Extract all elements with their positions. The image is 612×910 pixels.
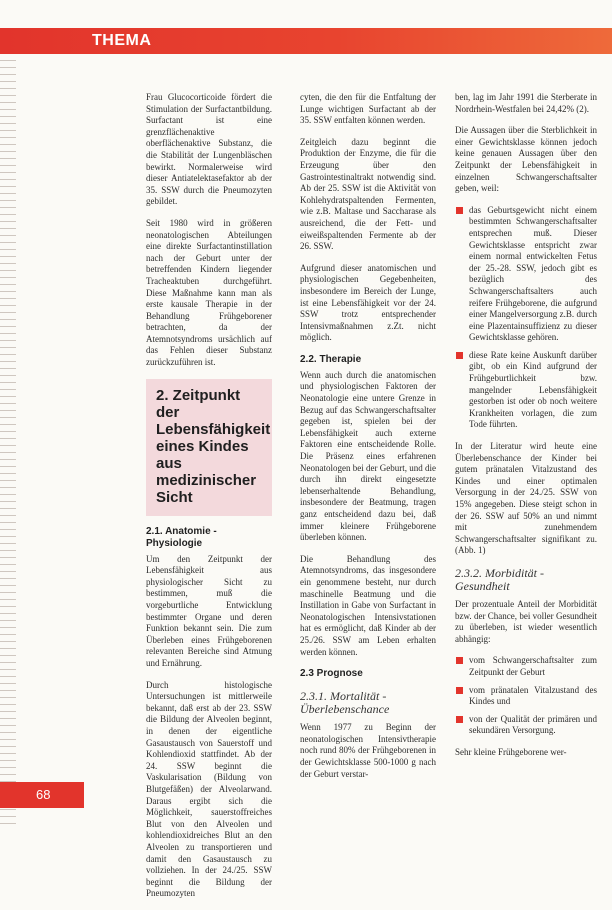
page-top-margin <box>0 0 612 28</box>
page-number-tab <box>0 782 84 808</box>
chapter-heading-box <box>146 379 272 516</box>
paragraph: Aufgrund dieser anatomischen und physiologischen Gegebenheiten, insbesondere im Bereich der Lunge, ist eine Lebensfähigkeit vor der 24. SSW trotz entsprechender Intensivmaßnahmen z.Zt. nicht möglich. <box>300 262 436 343</box>
paragraph: Wenn 1977 zu Beginn der neonatologischen Intensivtherapie noch rund 80% der Frühgeborenen in der Gewichtsklasse 500-1000 g nach der Geburt verstar- <box>300 722 436 779</box>
page-number: 68 <box>36 787 51 802</box>
paragraph: In der Literatur wird heute eine Überlebenschance der Kinder bei gutem pränatalen Vitalzustand des Kindes und einer optimalen Versorgung in der 24./25. SSW von 15% angegeben. Diese steigt schon in der 26. SSW auf 50% an und nimmt mit zunehmendem Schwangerschaftsalter signifikant zu. (Abb. 1) <box>455 441 597 556</box>
paragraph: ben, lag im Jahr 1991 die Sterberate in Nordrhein-Westfalen bei 24,42% (2). <box>455 92 597 114</box>
column-3 <box>455 92 597 769</box>
list-item: vom pränatalen Vitalzustand des Kindes und <box>455 685 597 708</box>
paragraph: cyten, die den für die Entfaltung der Lunge wichtigen Surfactant ab der 35. SSW entfalten können werden. <box>300 92 436 126</box>
paragraph: Seit 1980 wird in größeren neonatologischen Abteilungen eine direkte Surfactantinstillation nach der Geburt unter der betreffenden Kindern liegender Tracheaktuben durchgeführt. Diese Maßnahme kann man als erste kausale Therapie in der Behandlung Frühgeborener betrachten, da der Atemnotsyndroms ursächlich auf das Fehlen dieser Substanz zurückzuführen ist. <box>146 217 272 368</box>
left-edge-rule <box>0 54 16 826</box>
bullet-list <box>455 655 597 737</box>
list-item: diese Rate keine Auskunft darüber gibt, ob ein Kind aufgrund der Frühgeburtlichkeit bzw. mangelnder Lebensfähigkeit gestorben ist oder ob noch weitere Krankheiten vorlagen, die zum Tode führten. <box>455 350 597 431</box>
subsubheading: 2.3.2. Morbidität - Gesundheit <box>455 565 544 593</box>
paragraph: Um den Zeitpunkt der Lebensfähigkeit aus physiologischer Sicht zu bestimmen, muß die vorgeburtliche Entwicklung bestimmter Organe und deren Funktion bekannt sein. Die zum Überleben eines Frühgeborenen relevanten Bereiche sind Atmung und Ernährung. <box>146 553 272 668</box>
subheading: 2.1. Anatomie - Physiologie <box>146 525 217 549</box>
column-2 <box>300 92 436 790</box>
subheading: 2.3 Prognose <box>300 668 363 680</box>
column-1 <box>146 92 272 910</box>
list-item: das Geburtsgewicht nicht einem bestimmten Schwangerschaftsalter entsprechen muß. Dieser Gewichtsklasse entspricht zwar einem normal entwickelten Fetus der 25.-28. SSW, jedoch gibt es bezüglich des Schwangerschaftsalters auch reifere Frühgeborene, die aufgrund einer Mangelversorgung z.B. durch eine Plazentainsuffizienz zu dieser Gewichtsklasse gehören. <box>455 205 597 344</box>
section-banner <box>0 28 612 54</box>
paragraph: Zeitgleich dazu beginnt die Produktion der Enzyme, die für die Erzeugung über den Gastrointestinaltrakt notwendig sind. Ab der 25. SSW ist die Aktivität von Kohlehydratspaltenden Fermenten, wie z.B. Maltase und Saccharase als ausreichend, die der Fett- und eiweißspaltenden Fermente ab der 26. SSW. <box>300 136 436 252</box>
paragraph: Der prozentuale Anteil der Morbidität bzw. der Chance, bei voller Gesundheit zu überleben, ist wieder wesentlich abhängig: <box>455 598 597 644</box>
list-item: vom Schwangerschaftsalter zum Zeitpunkt der Geburt <box>455 655 597 678</box>
subsubheading: 2.3.1. Mortalität - Überlebenschance <box>300 689 390 717</box>
chapter-heading: 2. Zeitpunkt der Lebensfähigkeit eines Kindes aus medizinischer Sicht <box>156 386 271 506</box>
paragraph: Frau Glucocorticoide fördert die Stimulation der Surfactantbildung. Surfactant ist eine grenzflächenaktive oberflächenaktive Substanz, die die Stabilität der Lungenbläschen bewirkt. Normalerweise wird dieser Antiatelektasefaktor ab der 35. SSW durch die Pneumozyten gebildet. <box>146 92 272 207</box>
paragraph: Die Aussagen über die Sterblichkeit in einer Gewichtsklasse können jedoch keine genauen Aussagen über den Zeitpunkt der Lebensfähigkeit in einzelnen Schwangerschaftsalter geben, weil: <box>455 125 597 194</box>
paragraph: Die Behandlung des Atemnotsyndroms, das insgesondere ein genommene besteht, nur durch maschinelle Beatmung und die Instillation in Gabe von Surfactant in Neonatologischen Intensivstationen hat es ermöglicht, daß Kinder ab der 25./26. SSW am Leben erhalten werden können. <box>300 553 436 657</box>
section-title: THEMA <box>92 32 152 49</box>
bullet-list <box>455 205 597 431</box>
paragraph: Durch histologische Untersuchungen ist mittlerweile bekannt, daß erst ab der 23. SSW die Bildung der Alveolen beginnt, in denen der eigentliche Gasaustausch von Sauerstoff und Kohlendioxid stattfindet. Ab der 24. SSW beginnt die Vaskularisation (Bildung von Blutgefäßen) der Alveolarwand. Daraus ergibt sich die Möglichkeit, sauerstoffreiches Blut von den Alveolen und kohlendioxidreiches Blut an den Alveolen zu transportieren und damit den Gasaustausch zu vollziehen. In der 24./25. SSW beginnt die Bildung der Pneumozyten <box>146 679 272 899</box>
subheading: 2.2. Therapie <box>300 353 362 365</box>
paragraph: Sehr kleine Frühgeborene wer- <box>455 746 567 757</box>
list-item: von der Qualität der primären und sekundären Versorgung. <box>455 714 597 737</box>
paragraph: Wenn auch durch die anatomischen und physiologischen Faktoren der Neonatologie eine untere Grenze in Bezug auf das Schwangerschaftsalter gegeben ist, spielen bei der Lebensfähigkeit auch externe Faktoren eine entscheidende Rolle. Die Präsenz eines erfahrenen Neonatologen bei der Geburt, und die durch ihn direkt eingesetzte lebenserhaltende Behandlung, insbesondere der Beatmung, tragen ganz entscheidend dazu bei, daß immer kleinere Frühgeborene überleben können. <box>300 369 436 543</box>
